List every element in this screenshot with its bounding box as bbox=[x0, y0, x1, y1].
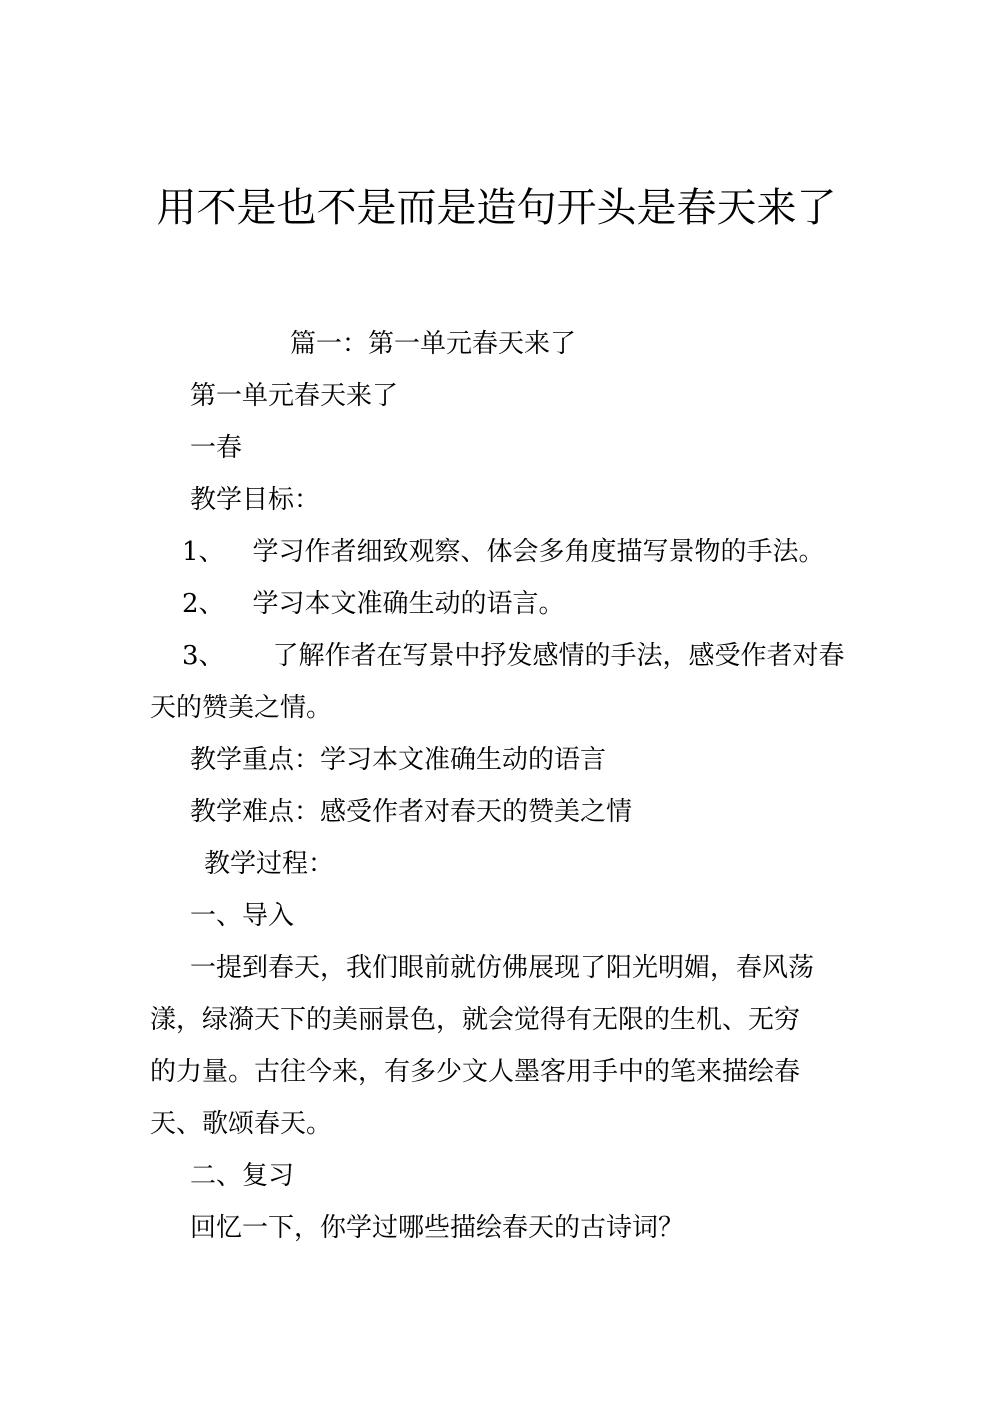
section-heading-intro: 一、导入 bbox=[190, 901, 295, 931]
objective-continuation: 天的赞美之情。 bbox=[150, 693, 333, 723]
intro-paragraph-line: 天、歌颂春天。 bbox=[150, 1109, 333, 1139]
review-question: 回忆一下，你学过哪些描绘春天的古诗词？ bbox=[190, 1213, 685, 1243]
objective-number: 3、 bbox=[182, 641, 225, 671]
key-point: 教学重点：学习本文准确生动的语言 bbox=[190, 745, 607, 775]
objective-item bbox=[182, 636, 845, 676]
intro-paragraph-line: 漾，绿漪天下的美丽景色，就会觉得有无限的生机、无穷 bbox=[150, 1005, 801, 1035]
intro-paragraph-line: 一提到春天，我们眼前就仿佛展现了阳光明媚，春风荡 bbox=[190, 953, 815, 983]
difficulty-point: 教学难点：感受作者对春天的赞美之情 bbox=[190, 797, 633, 827]
objective-number: 2、 bbox=[182, 589, 225, 619]
lesson-title: 一春 bbox=[190, 433, 243, 463]
unit-heading: 第一单元春天来了 bbox=[190, 381, 399, 411]
objective-number: 1、 bbox=[182, 537, 225, 567]
intro-paragraph-line: 的力量。古往今来，有多少文人墨客用手中的笔来描绘春 bbox=[150, 1057, 801, 1087]
process-label: 教学过程： bbox=[204, 849, 335, 879]
section-heading-review: 二、复习 bbox=[190, 1161, 295, 1191]
objective-item bbox=[182, 532, 825, 572]
objective-item bbox=[182, 584, 565, 624]
objectives-label: 教学目标： bbox=[190, 485, 321, 515]
subtitle: 篇一：第一单元春天来了 bbox=[290, 329, 577, 359]
document-title: 用不是也不是而是造句开头是春天来了 bbox=[156, 185, 837, 231]
objective-text: 学习作者细致观察、体会多角度描写景物的手法。 bbox=[252, 537, 825, 567]
objective-text: 了解作者在写景中抒发感情的手法，感受作者对春 bbox=[272, 641, 845, 671]
objective-text: 学习本文准确生动的语言。 bbox=[252, 589, 565, 619]
